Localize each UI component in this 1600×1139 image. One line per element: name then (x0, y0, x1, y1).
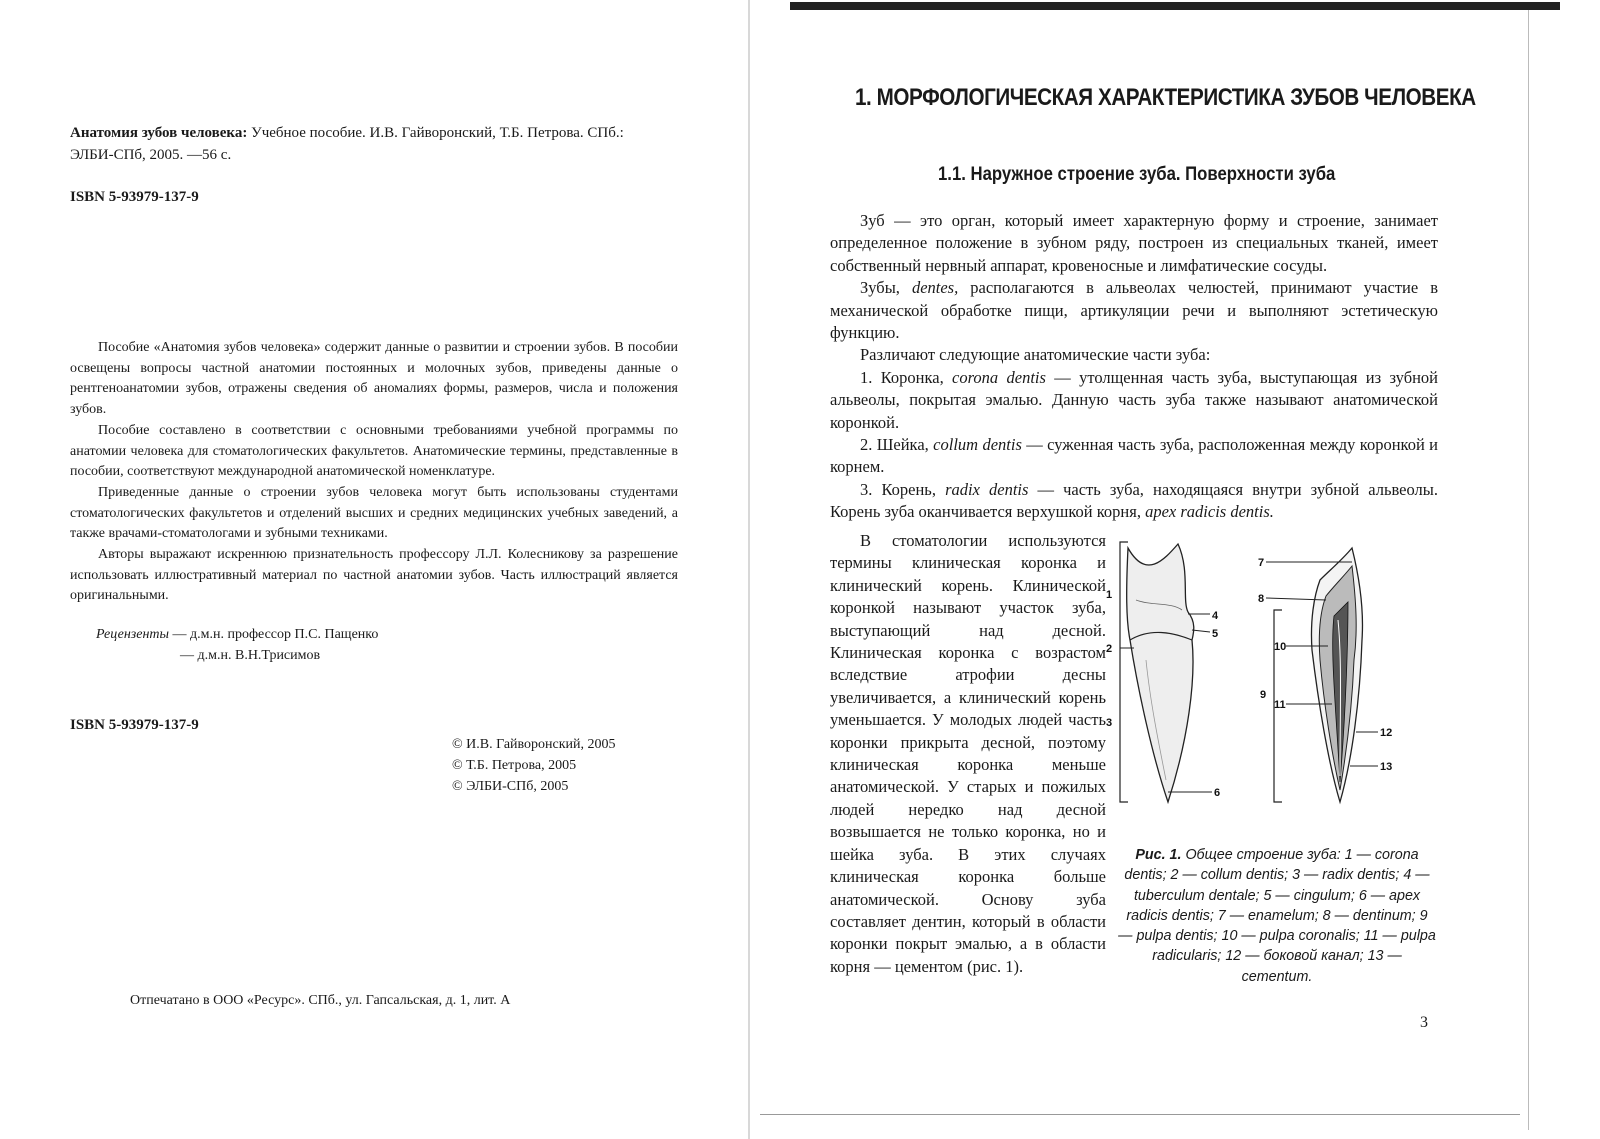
annotation-paragraph: Авторы выражают искреннюю признательность профессору Л.Л. Колесникову за разрешение использовать иллюстративный материал по частной анатомии зубов. Часть иллюстраций является оригинальными. (70, 547, 678, 604)
chapter-title: 1. МОРФОЛОГИЧЕСКАЯ ХАРАКТЕРИСТИКА ЗУБОВ ЧЕЛОВЕКА (855, 84, 1476, 111)
book-title: Анатомия зубов человека: (70, 125, 248, 141)
figure-label-10: 10 (1274, 641, 1287, 653)
copyright-line: © Т.Б. Петрова, 2005 (452, 758, 577, 773)
annotation-paragraph: Приведенные данные о строении зубов человека могут быть использованы студентами стоматологических факультетов и отделений высших и средних медицинских учебных заведений, а также врачами-стоматологами и зубными техниками. (70, 484, 678, 542)
caption-title: Рис. 1. (1135, 847, 1182, 863)
latin-term: radix dentis (945, 479, 1029, 499)
text-run: 3. Корень, (860, 479, 946, 499)
annotation (70, 338, 678, 607)
reviewer-2: — д.м.н. В.Н.Трисимов (180, 648, 321, 663)
isbn-top: ISBN 5-93979-137-9 (70, 189, 199, 205)
annotation-paragraph: Пособие составлено в соответствии с основными требованиями учебной программы по анатомии человека для стоматологических факультетов. Анатомические термины, представленные в пособии, соответствуют международной анатомической номенклатуре. (70, 422, 678, 480)
paragraph (830, 277, 1438, 344)
bibliographic-record (70, 122, 670, 208)
figure-label-9: 9 (1260, 689, 1267, 701)
paragraph (830, 367, 1438, 434)
figure-label-5: 5 (1212, 628, 1219, 640)
section-title: 1.1. Наружное строение зуба. Поверхности зуба (938, 164, 1336, 185)
figure-label-2: 2 (1106, 643, 1113, 655)
reviewer-1: — д.м.н. профессор П.С. Пащенко (168, 627, 379, 642)
page-number: 3 (1420, 1014, 1428, 1031)
text-run: — суженная часть зуба, расположенная между коронкой и корнем. (830, 435, 1439, 477)
figure-label-8: 8 (1258, 593, 1265, 605)
latin-term: collum dentis (933, 435, 1022, 455)
biblio-details: Учебное пособие. И.В. Гайворонский, Т.Б. Петрова. СПб.: ЭЛБИ-СПб, 2005. —56 с. (70, 125, 624, 163)
isbn-bottom: ISBN 5-93979-137-9 (70, 717, 199, 733)
figure-label-4: 4 (1212, 610, 1219, 622)
figure-caption (1118, 845, 1436, 987)
paragraph (830, 434, 1438, 479)
paragraph: В стоматологии используются термины клиническая коронка и клинический корень. Клинической коронкой называют участок зуба, выступающий над десной. Клиническая коронка с возрастом вследствие атрофии десны увеличивается, а клинический корень уменьшается. У молодых людей часть коронки прикрыта десной, поэтому клиническая коронка меньше анатомической. У старых и пожилых людей нередко над десной возвышается не только коронка, но и шейка зуба. В этих случаях клиническая коронка больше анатомической. Основу зуба составляет дентин, который в области коронки покрыт эмалью, а в области корня — цементом (рис. 1). (830, 531, 1106, 976)
latin-term: dentes, (911, 278, 959, 298)
text-run: 1. Коронка, (860, 367, 953, 387)
figure-label-6: 6 (1214, 787, 1221, 799)
figure-label-7: 7 (1258, 557, 1265, 569)
copyright-line: © И.В. Гайворонский, 2005 (452, 737, 616, 752)
tooth-external-drawing (1120, 542, 1194, 802)
figure-label-11: 11 (1274, 699, 1286, 711)
latin-term: corona dentis (952, 367, 1046, 387)
tooth-structure-figure (1106, 540, 1446, 820)
caption-text: Общее строение зуба: 1 — corona dentis; 2 — collum dentis; 3 — radix dentis; 4 — tuberculum dentale; 5 — cingulum; 6 — apex radicis dentis; 7 — enamelum; 8 — dentinum; 9 — pulpa dentis; 10 — pulpa coronalis; 11 — pulpa radicularis; 12 — боковой канал; 13 — cementum. (1118, 847, 1436, 985)
copyright-block (452, 734, 616, 797)
text-run: 2. Шейка, (860, 435, 934, 455)
figure-label-12: 12 (1380, 727, 1393, 739)
reviewers (96, 624, 378, 666)
figure-label-3: 3 (1106, 717, 1113, 729)
paragraph (830, 479, 1438, 524)
column-text (830, 530, 1106, 978)
paragraph: Различают следующие анатомические части зуба: (860, 345, 1211, 365)
annotation-paragraph: Пособие «Анатомия зубов человека» содержит данные о развитии и строении зубов. В пособии освещены вопросы частной анатомии постоянных и молочных зубов, приведены данные о рентгеноанатомии зубов, отражены сведения об аномалиях формы, размеров, числа и положения зубов. (70, 340, 678, 418)
figure-label-13: 13 (1380, 761, 1393, 773)
tooth-section-drawing (1274, 548, 1363, 802)
text-run: располагаются в альвеолах челюстей, принимают участие в механической обработке пищи, артикуляции речи и выполняют эстетическую функцию. (830, 278, 1439, 343)
figure-label-1: 1 (1106, 589, 1113, 601)
text-run: — утолщенная часть зуба, выступающая из зубной альвеолы, покрытая эмалью. Данную часть зуба также называют анатомической коронкой. (830, 367, 1439, 432)
paragraph: Зуб — это орган, который имеет характерную форму и строение, занимает определенное положение в зубном ряду, построен из специальных тканей, имеет собственный нервный аппарат, кровеносные и лимфатические сосуды. (830, 211, 1438, 275)
copyright-line: © ЭЛБИ-СПб, 2005 (452, 779, 569, 794)
text-run: — часть зуба, находящаяся внутри зубной альвеолы. Корень зуба оканчивается верхушкой корня, (830, 479, 1438, 522)
reviewers-label: Рецензенты (96, 627, 169, 642)
body-text (830, 210, 1438, 524)
latin-term: apex radicis dentis. (1145, 502, 1274, 522)
printer-imprint: Отпечатано в ООО «Ресурс». СПб., ул. Гапсальская, д. 1, лит. А (130, 993, 511, 1008)
text-run: Зубы, (860, 278, 912, 298)
